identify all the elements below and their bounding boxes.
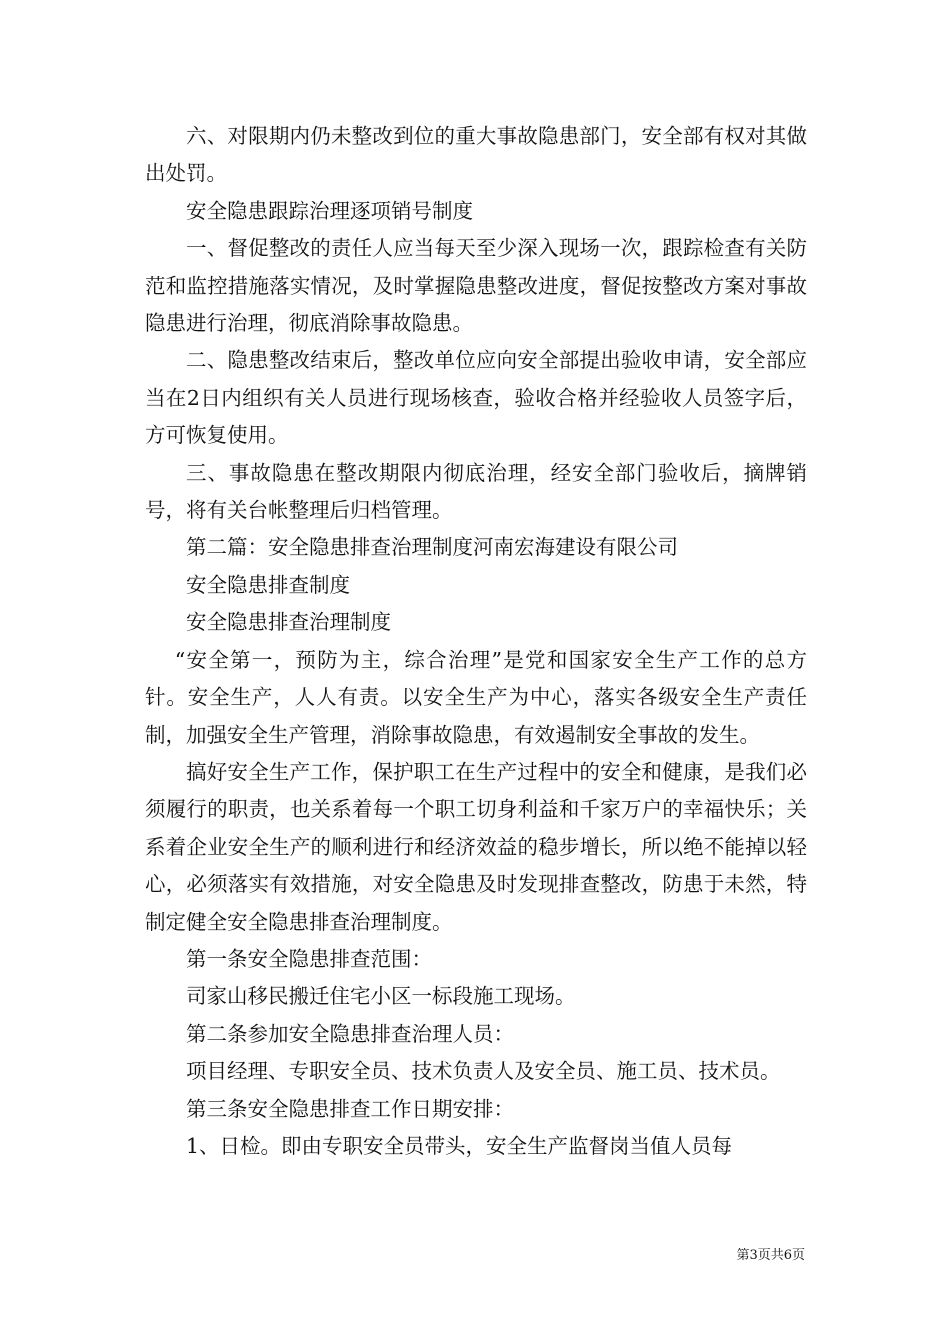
paragraph-14: 项目经理、专职安全员、技术负责人及安全员、施工员、技术员。 xyxy=(186,1059,781,1084)
paragraph-3: 一、督促整改的责任人应当每天至少深入现场一次，跟踪检查有关防范和监控措施落实情况，及时掌握隐患整改进度，督促按整改方案对事故隐患进行治理，彻底消除事故隐患。 xyxy=(145,236,807,336)
paragraph-10: 搞好安全生产工作，保护职工在生产过程中的安全和健康，是我们必须履行的职责，也关系着每一个职工切身利益和千家万户的幸福快乐；关系着企业安全生产的顺利进行和经济效益的稳步增长，所以绝不能掉以轻心，必须落实有效措施，对安全隐患及时发现排查整改，防患于未然，特制定健全安全隐患排查治理制度。 xyxy=(145,759,807,934)
paragraph-6: 第二篇：安全隐患排查治理制度河南宏海建设有限公司 xyxy=(186,535,678,560)
paragraph-13: 第二条参加安全隐患排查治理人员： xyxy=(186,1021,514,1046)
paragraph-5: 三、事故隐患在整改期限内彻底治理，经安全部门验收后，摘牌销号，将有关台帐整理后归档管理。 xyxy=(145,460,807,523)
paragraph-2: 安全隐患跟踪治理逐项销号制度 xyxy=(186,198,473,223)
paragraph-4: 二、隐患整改结束后，整改单位应向安全部提出验收申请，安全部应当在2日内组织有关人员进行现场核查，验收合格并经验收人员签字后，方可恢复使用。 xyxy=(145,348,807,448)
paragraph-8: 安全隐患排查治理制度 xyxy=(186,610,391,635)
document-body xyxy=(145,118,807,1165)
paragraph-1: 六、对限期内仍未整改到位的重大事故隐患部门，安全部有权对其做出处罚。 xyxy=(145,124,807,186)
paragraph-9: “安全第一，预防为主，综合治理”是党和国家安全生产工作的总方针。安全生产，人人有责。以安全生产为中心，落实各级安全生产责任制，加强安全生产管理，消除事故隐患，有效遏制安全事故的发生。 xyxy=(145,647,807,747)
paragraph-12: 司家山移民搬迁住宅小区一标段施工现场。 xyxy=(186,984,576,1009)
paragraph-11: 第一条安全隐患排查范围： xyxy=(186,946,432,971)
paragraph-15: 第三条安全隐患排查工作日期安排： xyxy=(186,1096,514,1121)
page-number: 第3页共6页 xyxy=(736,1248,805,1263)
paragraph-16: 1、日检。即由专职安全员带头，安全生产监督岗当值人员每 xyxy=(186,1133,733,1158)
paragraph-7: 安全隐患排查制度 xyxy=(186,572,350,597)
